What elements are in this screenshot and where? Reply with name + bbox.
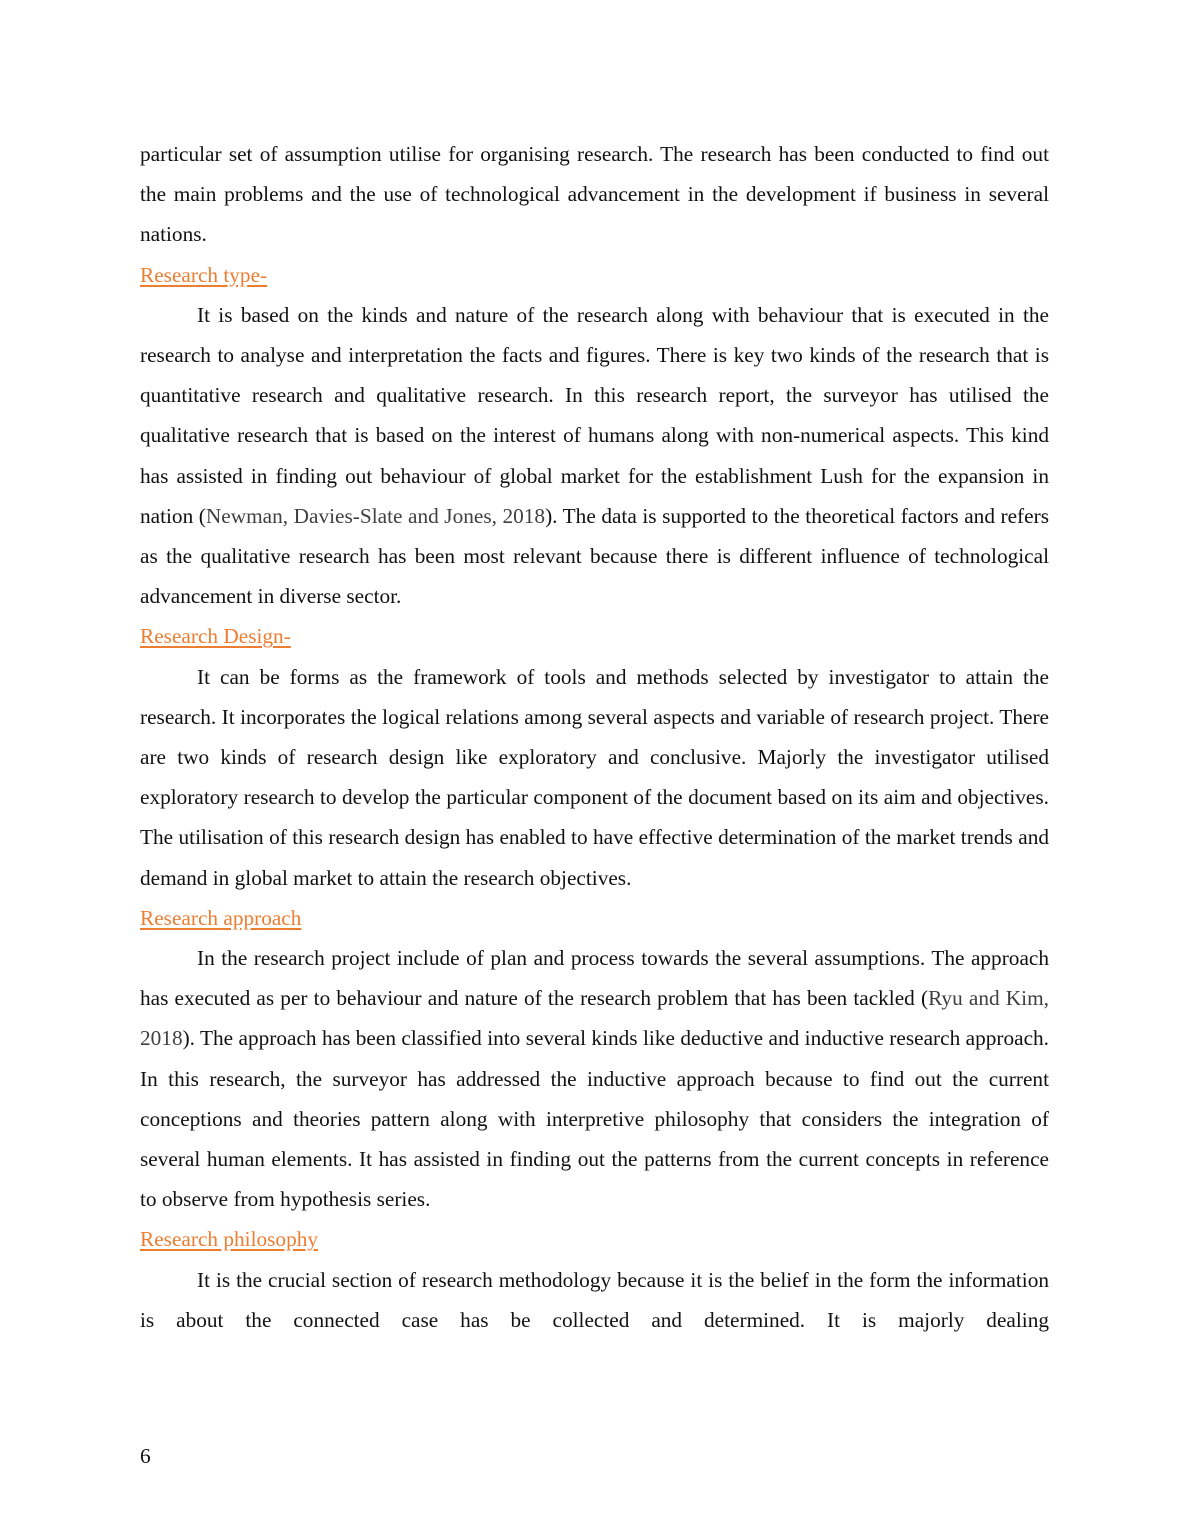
research-approach-text-part-2: ). The approach has been classified into several kinds like deductive and inductive research approach. In this research, the surveyor has addressed the inductive approach because to find out the current conceptions and theories pattern along with interpretive philosophy that considers the integration of several human elements. It has assisted in finding out the patterns from the current concepts in reference to observe from hypothesis series. [140,1026,1049,1212]
heading-research-philosophy[interactable]: Research philosophy [140,1227,319,1252]
intro-paragraph: particular set of assumption utilise for organising research. The research has been conducted to find out the main problems and the use of technological advancement in the development if business in several nations. [140,142,1049,247]
heading-research-type[interactable]: Research type- [140,262,268,287]
heading-research-approach[interactable]: Research approach [140,905,302,930]
heading-research-design[interactable]: Research Design- [140,624,291,649]
paragraph-research-design: It can be forms as the framework of tools and methods selected by investigator to attain the research. It incorporates the logical relations among several aspects and variable of research project. There are two kinds of research design like exploratory and conclusive. Majorly the investigator utilised exploratory research to develop the particular component of the document based on its aim and objectives. The utilisation of this research design has enabled to have effective determination of the market trends and demand in global market to attain the research objectives. [140,664,1049,890]
citation-newman-2018: Newman, Davies-Slate and Jones, 2018 [205,503,546,528]
paragraph-research-approach [140,938,1049,1219]
citation-ryu-kim-2018: Ryu and Kim, 2018 [140,986,1049,1051]
research-type-text-part-1: It is based on the kinds and nature of the research along with behaviour that is executed in the research to analyse and interpretation the facts and figures. There is key two kinds of the research that is quantitative research and qualitative research. In this research report, the surveyor has utilised the qualitative research that is based on the interest of humans along with non-numerical aspects. This kind has assisted in finding out behaviour of global market for the establishment Lush for the expansion in nation ( [140,302,1049,528]
paragraph-research-type [140,295,1049,617]
research-approach-text-part-1: In the research project include of plan and process towards the several assumptions. The approach has executed as per to behaviour and nature of the research problem that has been tackled ( [140,946,1049,1011]
research-type-text-part-2: ). The data is supported to the theoretical factors and refers as the qualitative research has been most relevant because there is different influence of technological advancement in diverse sector. [140,503,1049,609]
document-page [140,134,1049,1340]
page-number: 6 [140,1444,151,1468]
paragraph-research-philosophy: It is the crucial section of research methodology because it is the belief in the form the information is about the connected case has be collected and determined. It is majorly dealing [140,1267,1049,1332]
